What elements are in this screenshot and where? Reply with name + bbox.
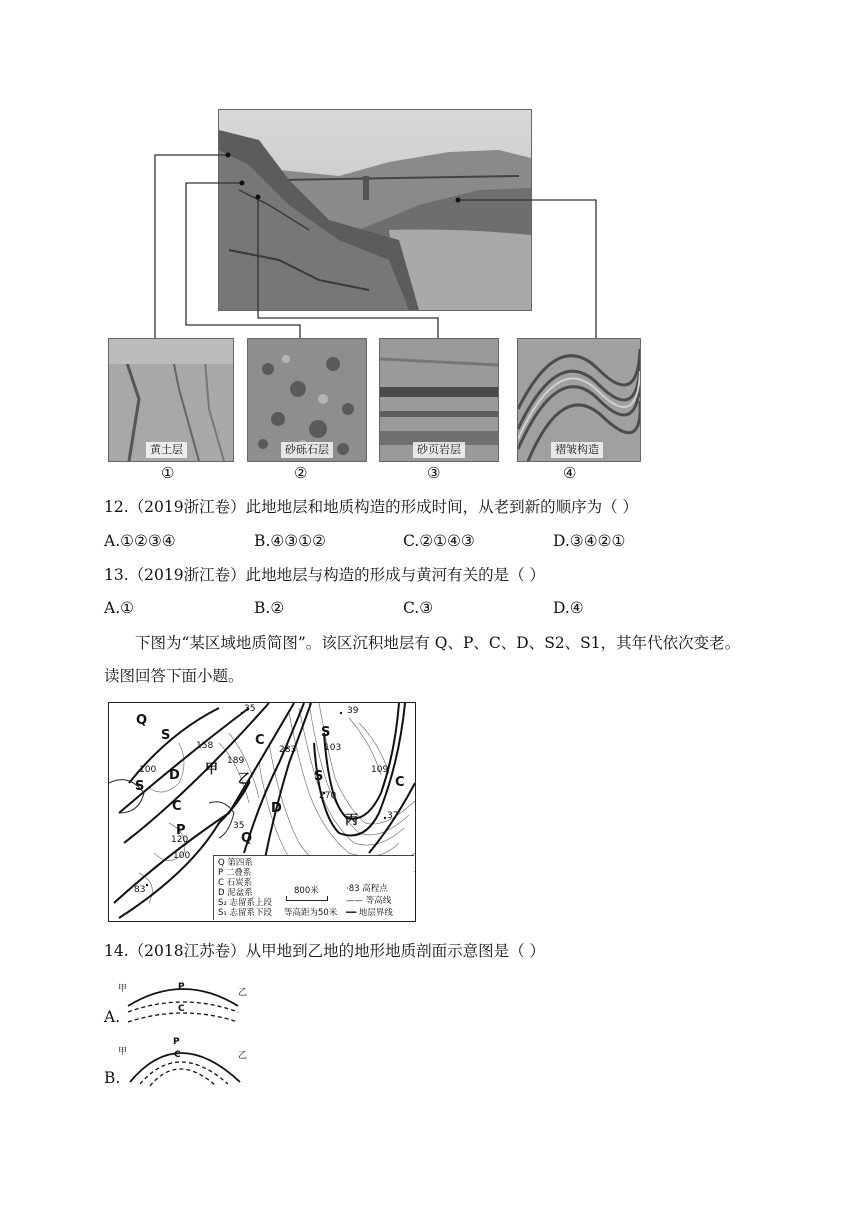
photo-number-4: ④: [563, 464, 577, 482]
question-12-option-b: B.④③①②: [254, 532, 326, 550]
legend-item-d: D 泥盆系: [218, 888, 253, 898]
map-label-q-north: Q: [136, 713, 148, 728]
legend-item-q: Q 第四系: [218, 858, 253, 868]
question-13-option-b: B.②: [254, 599, 285, 617]
elevation-100a: 100: [173, 851, 191, 861]
map-label-s2-north: S: [321, 725, 331, 740]
section-a-top: P: [178, 982, 185, 992]
caption-fold: 褶皱构造: [551, 442, 603, 458]
map-label-jia: 甲: [205, 762, 219, 777]
legend-item-s1: S₁ 志留系下段: [218, 908, 273, 918]
elevation-270: 270: [319, 791, 337, 801]
question-14-stem: 14.（2018江苏卷）从甲地到乙地的地形地质剖面示意图是（ ）: [104, 942, 546, 960]
caption-loess: 黄土层: [146, 442, 187, 458]
map-label-s1-southwest: S: [135, 779, 145, 794]
elevation-35b: 35: [233, 821, 245, 831]
section-b-inner: C: [174, 1050, 181, 1060]
elevation-158: 158: [196, 741, 214, 751]
question-14-option-b: B.: [104, 1069, 121, 1087]
section-b-top: P: [173, 1037, 180, 1047]
legend-symbol-boundary: ━━ 地层界线: [346, 908, 393, 918]
legend-item-p: P 二叠系: [218, 868, 252, 878]
legend-item-c: C 石炭系: [218, 878, 253, 888]
elevation-120: 120: [171, 835, 189, 845]
section-diagram-b: [118, 1036, 248, 1088]
map-legend: [213, 855, 414, 920]
section-a-right: 乙: [238, 988, 248, 998]
map-label-d-west: D: [169, 768, 180, 783]
question-13-stem: 13.（2019浙江卷）此地地层与构造的形成与黄河有关的是（ ）: [104, 566, 546, 584]
elevation-83: 83: [134, 885, 146, 895]
elevation-103: 103: [324, 743, 342, 753]
photo-number-2: ②: [294, 464, 308, 482]
map-label-s2-south: S: [314, 769, 324, 784]
map-label-d-center: D: [271, 801, 282, 816]
map-label-c-west: C: [172, 799, 182, 814]
section-a-left: 甲: [118, 984, 128, 994]
connector-lines: [0, 0, 860, 360]
map-label-c-center: C: [255, 733, 265, 748]
photo-number-3: ③: [427, 464, 441, 482]
question-13-option-c: C.③: [403, 599, 434, 617]
elevation-109: 109: [371, 765, 389, 775]
scale-bar: [286, 896, 328, 901]
geologic-map: [108, 702, 416, 922]
section-a-inner: C: [178, 1004, 185, 1014]
intro-paragraph: 下图为“某区域地质简图”。该区沉积地层有 Q、P、C、D、S2、S1，其年代依次变老。读图回答下面小题。: [104, 634, 741, 685]
map-label-bing: 丙: [345, 813, 359, 828]
legend-symbol-contour: —— 等高线: [346, 896, 392, 906]
map-label-q-center: Q: [241, 831, 253, 846]
elevation-39: 39: [347, 706, 359, 716]
caption-sandshale: 砂页岩层: [413, 442, 465, 458]
section-b-left: 甲: [118, 1047, 128, 1057]
photo-number-1: ①: [161, 464, 175, 482]
question-12-option-a: A.①②③④: [104, 532, 176, 550]
elevation-100b: 100: [139, 765, 157, 775]
map-label-c-east: C: [395, 775, 405, 790]
legend-item-s2: S₂ 志留系上段: [218, 898, 273, 908]
caption-gravel: 砂砾石层: [281, 442, 333, 458]
question-12-stem: 12.（2019浙江卷）此地地层和地质构造的形成时间，从老到新的顺序为（ ）: [104, 498, 639, 516]
contour-interval-label: 等高距为50米: [284, 908, 338, 918]
question-14-option-a: A.: [104, 1008, 121, 1026]
elevation-35a: 35: [244, 704, 256, 714]
map-label-p: P: [176, 823, 186, 838]
scale-bar-label: 800米: [294, 886, 319, 896]
question-13-option-d: D.④: [553, 599, 584, 617]
section-b-right: 乙: [238, 1051, 248, 1061]
question-12-option-d: D.③④②①: [553, 532, 626, 550]
map-label-s1-west: S: [161, 728, 171, 743]
legend-symbol-elevation: ·83 高程点: [346, 884, 388, 894]
question-13-option-a: A.①: [104, 599, 135, 617]
elevation-283: 283: [279, 745, 297, 755]
map-label-yi: 乙: [238, 772, 252, 787]
elevation-37: 37: [387, 811, 399, 821]
elevation-189: 189: [227, 756, 245, 766]
question-12-option-c: C.②①④③: [403, 532, 475, 550]
